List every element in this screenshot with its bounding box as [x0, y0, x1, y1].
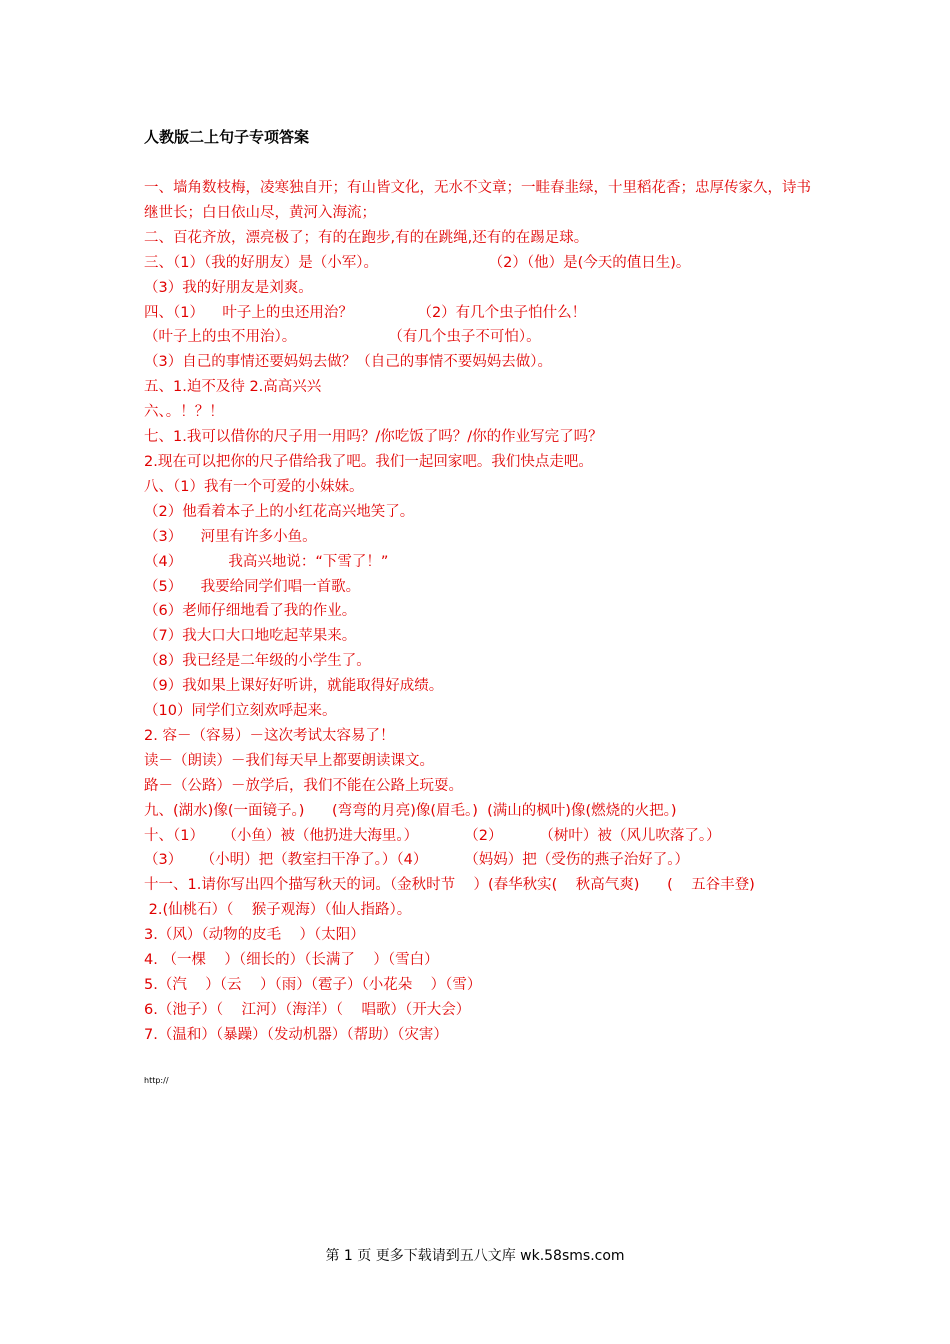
answer-line: 7.（温和）（暴躁）（发动机器）（帮助）（灾害） [144, 1026, 448, 1043]
url-text: http:// [144, 1076, 169, 1085]
answer-line: （8）我已经是二年级的小学生了。 [144, 653, 371, 670]
answer-line: 2.(仙桃石）（ 猴子观海）（仙人指路）。 [144, 902, 412, 919]
answer-line: 八、（1）我有一个可爱的小妹妹。 [144, 478, 364, 495]
answer-line: （3）自己的事情还要妈妈去做？（自己的事情不要妈妈去做）。 [144, 354, 552, 371]
answer-line: （2）他看着本子上的小红花高兴地笑了。 [144, 503, 415, 520]
answer-line: 6.（池子）（ 江河）（海洋）（ 唱歌）（开大会） [144, 1001, 471, 1018]
answer-line: 三、（1）（我的好朋友）是（小军）。 （2）（他）是(今天的值日生)。 [144, 254, 691, 271]
page-footer: 第 1 页 更多下载请到五八文库 wk.58sms.com [325, 1248, 625, 1264]
document-title: 人教版二上句子专项答案 [144, 128, 310, 146]
answer-line: 读－（朗读）－我们每天早上都要朗读课文。 [144, 752, 434, 769]
answer-line: 四、（1） 叶子上的虫还用治？ （2）有几个虫子怕什么！ [144, 304, 587, 321]
answer-line: （3） 河里有许多小鱼。 [144, 528, 317, 545]
answer-line: （6）老师仔细地看了我的作业。 [144, 603, 357, 620]
answer-line: 二、百花齐放，漂亮极了；有的在跑步,有的在跳绳,还有的在踢足球。 [144, 229, 589, 246]
answer-line: 七、1.我可以借你的尺子用一用吗？/你吃饭了吗？/你的作业写完了吗？ [144, 429, 603, 446]
answer-line: （叶子上的虫不用治）。 （有几个虫子不可怕）。 [144, 329, 541, 346]
answer-line: （7）我大口大口地吃起苹果来。 [144, 628, 357, 645]
answer-line: 2. 容－（容易）－这次考试太容易了！ [144, 727, 395, 744]
answer-line: 5.（汽 ）（云 ）（雨）（雹子）（小花朵 ）（雪） [144, 977, 482, 993]
answer-line: 3.（风）（动物的皮毛 ）（太阳） [144, 927, 365, 944]
answer-line: 路－（公路）－放学后，我们不能在公路上玩耍。 [144, 777, 463, 794]
answer-line: （3） （小明）把（教室扫干净了。）（4） （妈妈）把（受伤的燕子治好了。） [144, 852, 690, 869]
answer-line: 九、(湖水)像(一面镜子。) (弯弯的月亮)像(眉毛。) (满山的枫叶)像(燃烧的火把。) [144, 802, 677, 819]
answer-line: 4. （一棵 ）（细长的）（长满了 ）（雪白） [144, 952, 439, 969]
answer-line: 十、（1） （小鱼）被（他扔进大海里。） （2） （树叶）被（风儿吹落了。） [144, 827, 721, 844]
answer-line: 2.现在可以把你的尺子借给我了吧。我们一起回家吧。我们快点走吧。 [144, 453, 593, 470]
answer-line: （10）同学们立刻欢呼起来。 [144, 703, 337, 720]
answer-body [144, 176, 816, 1048]
answer-line: 五、1.迫不及待 2.高高兴兴 [144, 379, 322, 396]
answer-line: （5） 我要给同学们唱一首歌。 [144, 578, 361, 595]
answer-line: （9）我如果上课好好听讲，就能取得好成绩。 [144, 678, 444, 695]
answer-line: （4） 我高兴地说：“下雪了！” [144, 553, 389, 570]
answer-line: 十一、1.请你写出四个描写秋天的词。（金秋时节 ）(春华秋实( 秋高气爽) ( 五谷丰登) [144, 877, 755, 894]
answer-line: 一、墙角数枝梅，凌寒独自开；有山皆文化，无水不文章；一畦春韭绿，十里稻花香；忠厚传家久，诗书继世长；白日依山尽，黄河入海流； [144, 180, 811, 221]
answer-line: （3）我的好朋友是刘爽。 [144, 279, 313, 296]
answer-line: 六、。！？！ [144, 404, 224, 421]
